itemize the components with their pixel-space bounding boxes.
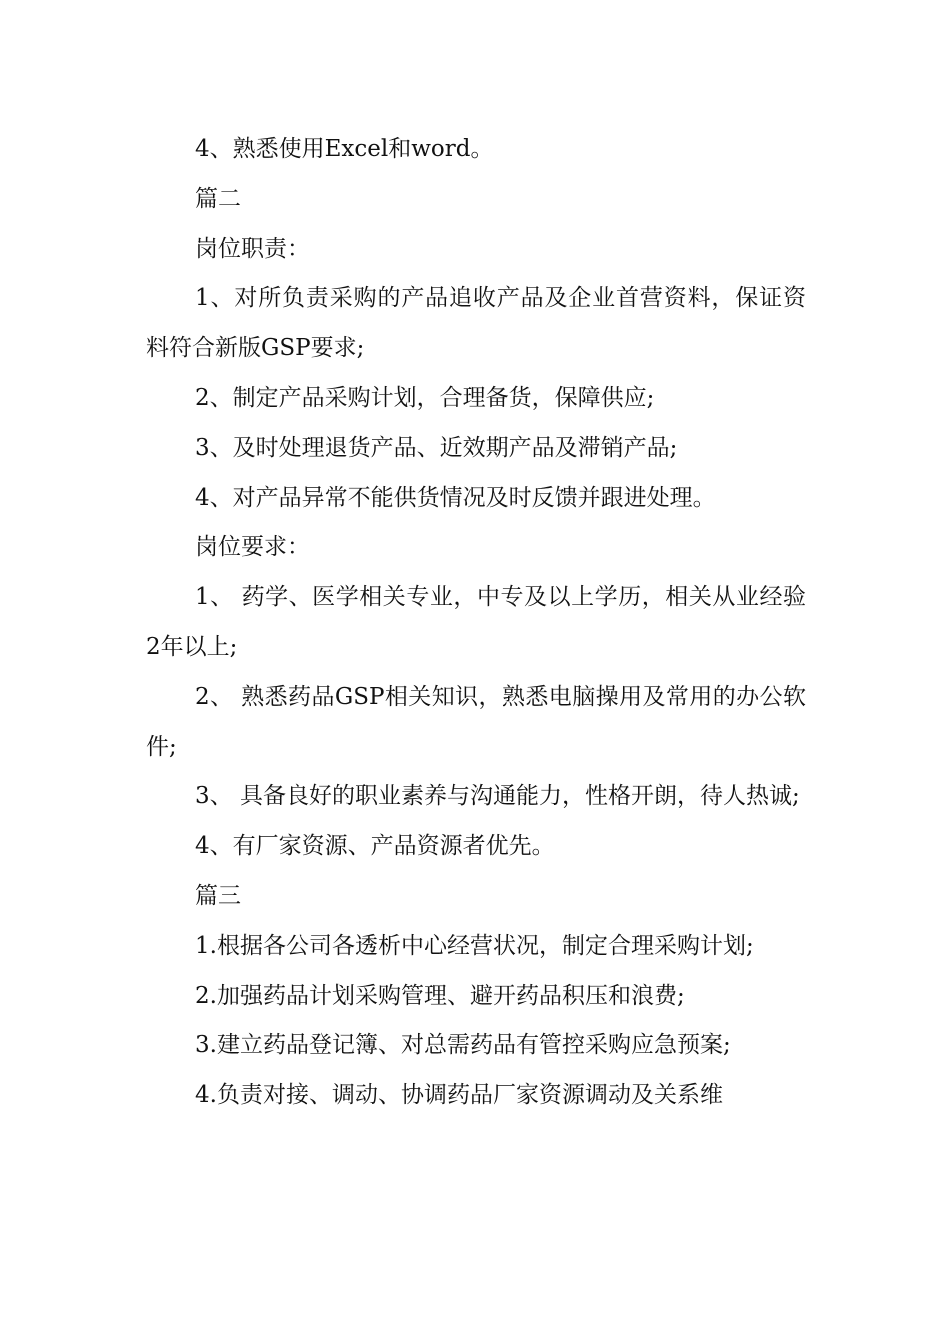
duty-item-2: 2、制定产品采购计划，合理备货，保障供应;: [195, 384, 655, 411]
requirement-item-3: 3、 具备良好的职业素养与沟通能力，性格开朗，待人热诚;: [195, 783, 800, 810]
part-three-item-4: 4.负责对接、调动、协调药品厂家资源调动及关系维: [195, 1082, 723, 1109]
requirement-item-4: 4、有厂家资源、产品资源者优先。: [195, 833, 555, 860]
heading-job-requirements: 岗位要求：: [195, 534, 310, 561]
duty-item-4: 4、对产品异常不能供货情况及时反馈并跟进处理。: [195, 484, 716, 511]
duty-item-1: 1、对所负责采购的产品追收产品及企业首营资料，保证资料符合新版GSP要求;: [146, 285, 806, 362]
part-three-item-2: 2.加强药品计划采购管理、避开药品积压和浪费;: [195, 982, 685, 1009]
paragraph-excel-word: 4、熟悉使用Excel和word。: [195, 136, 494, 162]
heading-job-duties: 岗位职责：: [195, 235, 310, 262]
duty-item-3: 3、及时处理退货产品、近效期产品及滞销产品;: [195, 434, 678, 461]
part-three-item-1: 1.根据各公司各透析中心经营状况，制定合理采购计划;: [195, 932, 754, 959]
requirement-item-1: 1、 药学、医学相关专业，中专及以上学历，相关从业经验2年以上;: [146, 584, 806, 660]
requirement-item-2: 2、 熟悉药品GSP相关知识，熟悉电脑操用及常用的办公软件;: [146, 683, 806, 760]
document-body: [146, 125, 806, 1121]
section-heading-part-three: 篇三: [195, 882, 241, 909]
part-three-item-3: 3.建立药品登记簿、对总需药品有管控采购应急预案;: [195, 1032, 731, 1059]
section-heading-part-two: 篇二: [195, 185, 241, 212]
